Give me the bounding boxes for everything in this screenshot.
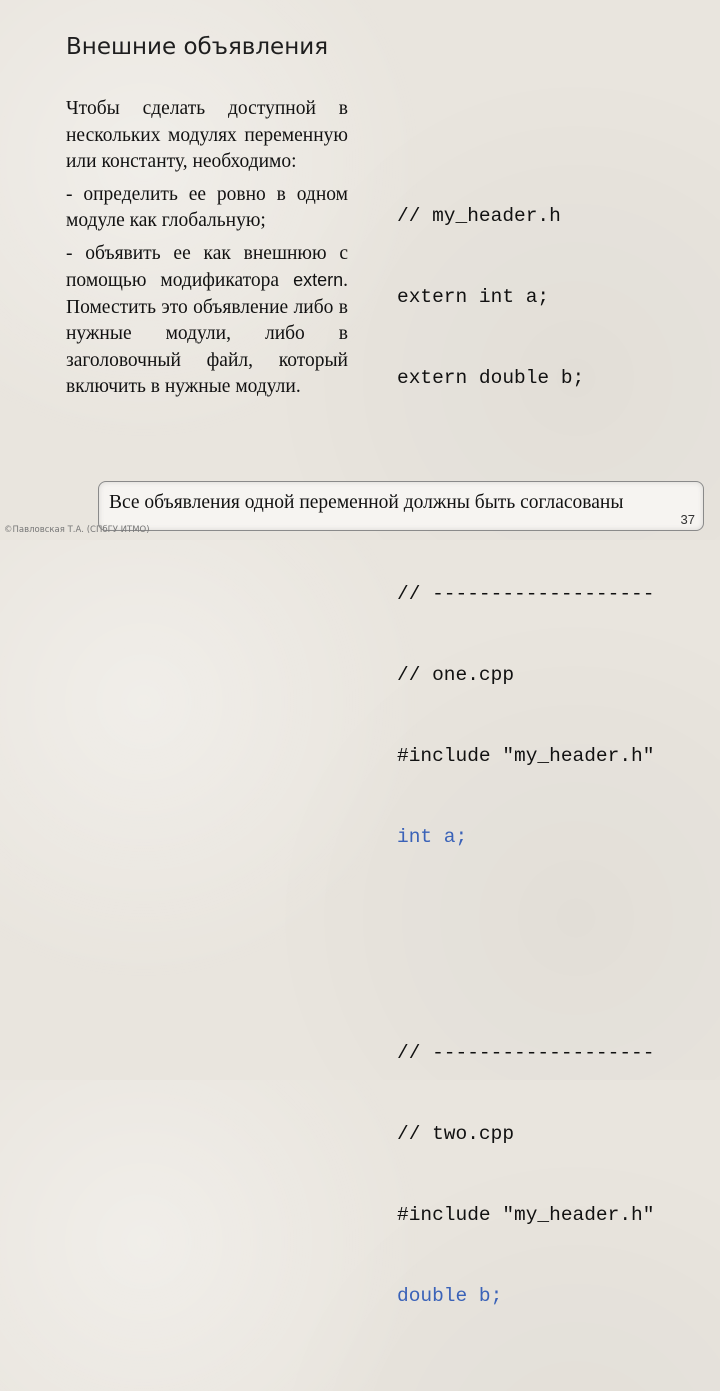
paragraph-declare xyxy=(66,241,348,401)
code-line: #include "my_header.h" xyxy=(397,745,655,767)
extern-keyword: extern xyxy=(293,270,344,290)
explanation-text xyxy=(66,96,348,407)
slide-title: Внешние объявления xyxy=(66,34,329,60)
footer-note-box xyxy=(98,481,704,531)
copyright-text: ©Павловская Т.А. (СПбГУ ИТМО) xyxy=(4,525,150,535)
paragraph-define: - определить ее ровно в одном модуле как глобальную; xyxy=(66,183,348,231)
paragraph-intro: Чтобы сделать доступной в нескольких модулях переменную или константу, необходимо: xyxy=(66,98,348,172)
code-block-two-cpp xyxy=(397,986,707,1364)
code-line: extern double b; xyxy=(397,367,585,389)
page-number: 37 xyxy=(680,512,695,527)
code-line: // two.cpp xyxy=(397,1123,515,1145)
code-line: // my_header.h xyxy=(397,205,561,227)
code-listing xyxy=(397,95,707,1391)
footer-note: Все объявления одной переменной должны быть согласованы xyxy=(109,492,624,513)
code-line: // ------------------- xyxy=(397,1042,655,1064)
code-block-header xyxy=(397,149,707,446)
code-line-highlight: int a; xyxy=(397,826,468,848)
code-line-highlight: double b; xyxy=(397,1285,503,1307)
code-line: // one.cpp xyxy=(397,664,515,686)
paragraph-declare-part1: - объявить ее как внешнюю с помощью модификатора xyxy=(66,242,348,291)
code-block-one-cpp xyxy=(397,527,707,905)
code-line: #include "my_header.h" xyxy=(397,1204,655,1226)
paragraph-declare-part2: . Поместить это объявление либо в нужные модули, либо в заголовочный файл, который включить в нужные модули. xyxy=(66,270,348,397)
code-line: // ------------------- xyxy=(397,583,655,605)
code-line: extern int a; xyxy=(397,286,550,308)
